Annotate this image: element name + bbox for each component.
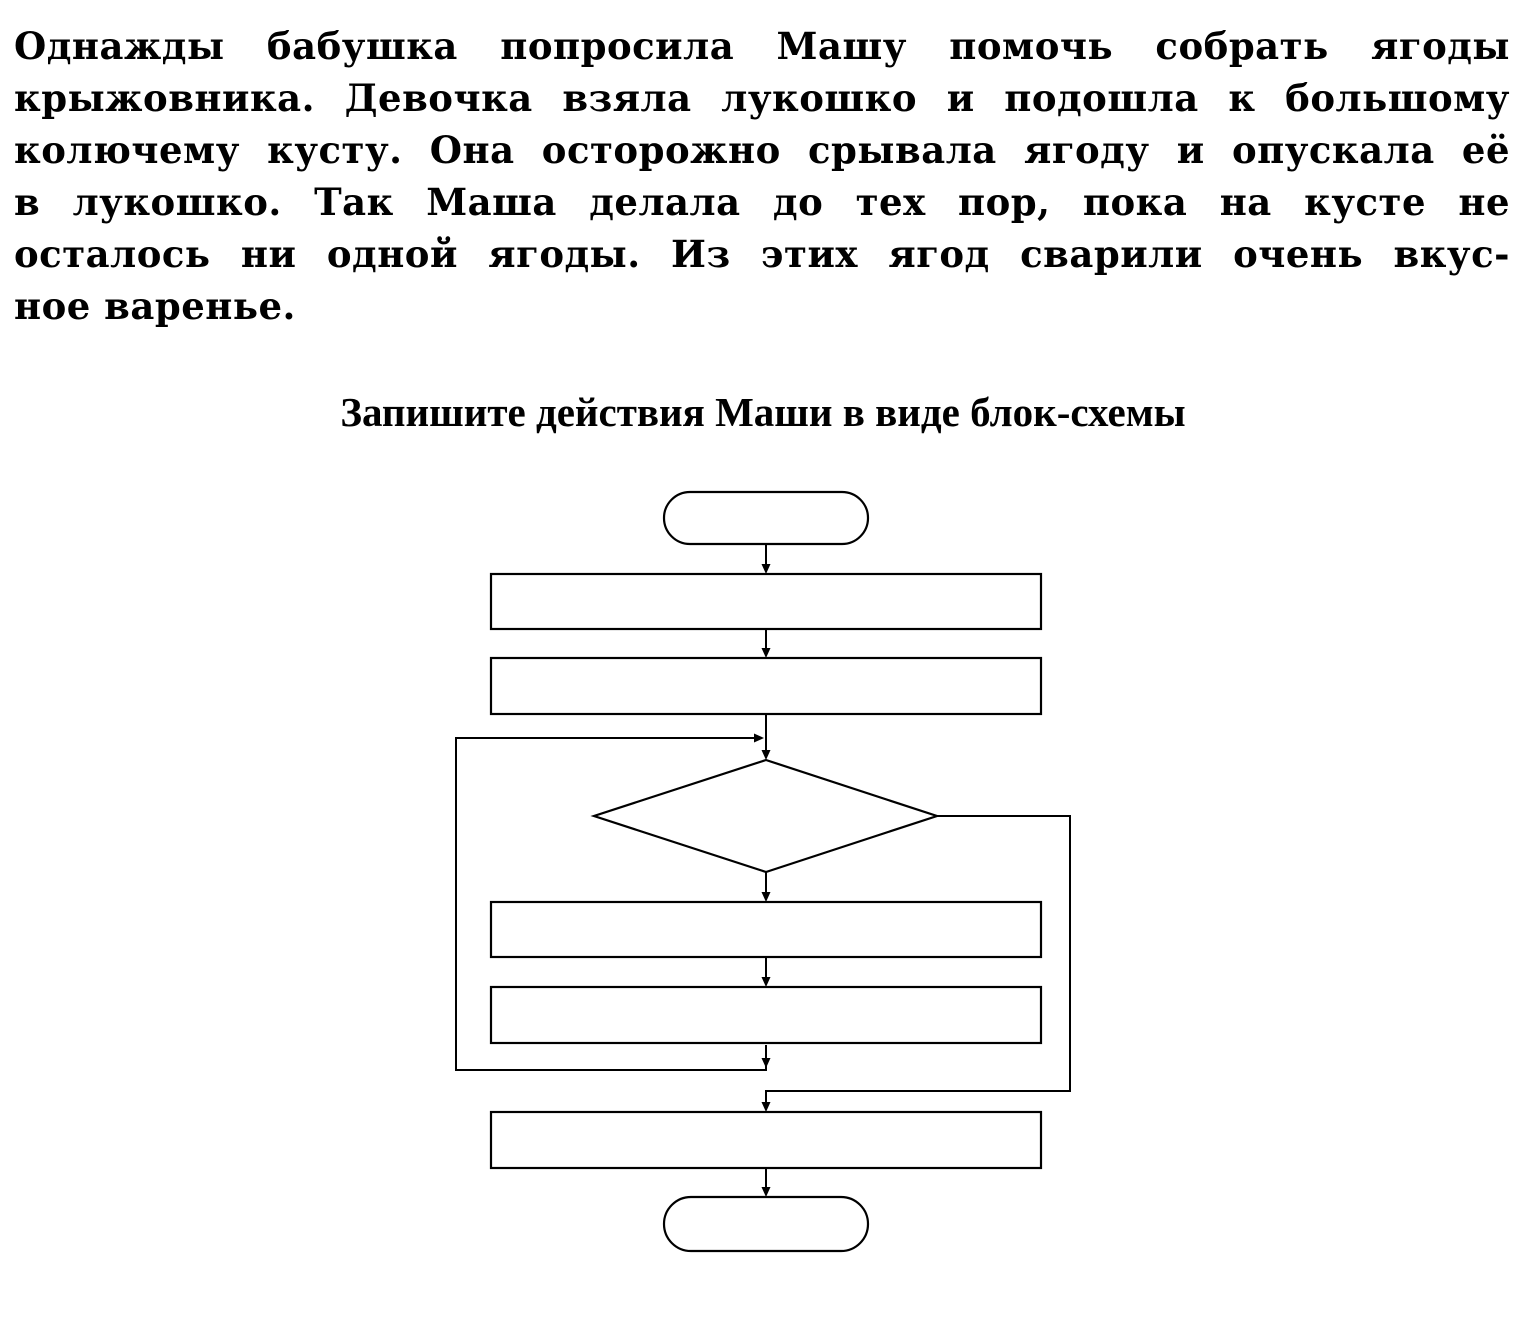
story-line-6: ное варенье. (14, 284, 296, 328)
arrowhead-loop-back (754, 734, 764, 743)
flowchart-loop-action-block-2[interactable] (491, 987, 1041, 1043)
task-title: Запишите действия Маши в виде блок-схемы (340, 389, 1186, 435)
story-line-1: Однажды бабушка попросила Машу помочь собрать ягоды (14, 24, 1510, 68)
arrowhead-decision-exit (762, 1102, 771, 1112)
arrowhead-loop-action-1-to-loop-action-2 (762, 977, 771, 987)
story-line-2: крыжовника. Девочка взяла лукошко и подошла к большому (14, 76, 1510, 120)
story-line-3: колючему кусту. Она осторожно срывала ягоду и опускала её (14, 128, 1510, 172)
arrowhead-decision-to-loop-action-1 (762, 892, 771, 902)
flowchart-action-block-2[interactable] (491, 658, 1041, 714)
connector-decision-exit (766, 816, 1070, 1104)
arrowhead-action-1-to-action-2 (762, 648, 771, 658)
flowchart-action-block-1[interactable] (491, 574, 1041, 629)
flowchart-action-block-after-loop[interactable] (491, 1112, 1041, 1168)
flowchart-end-block[interactable] (664, 1197, 868, 1251)
flowchart-start-block[interactable] (664, 492, 868, 544)
flowchart-decision-block[interactable] (594, 760, 937, 872)
story-line-4: в лукошко. Так Маша делала до тех пор, пока на кусте не (14, 180, 1510, 224)
arrowhead-start-to-action-1 (762, 564, 771, 574)
flowchart-loop-action-block-1[interactable] (491, 902, 1041, 957)
arrowhead-loop-action-2-down (762, 1058, 771, 1068)
arrowhead-action-2-to-decision (762, 750, 771, 760)
story-line-5: осталось ни одной ягоды. Из этих ягод сварили очень вкус- (14, 232, 1510, 276)
arrowhead-after-loop-to-end (762, 1187, 771, 1197)
